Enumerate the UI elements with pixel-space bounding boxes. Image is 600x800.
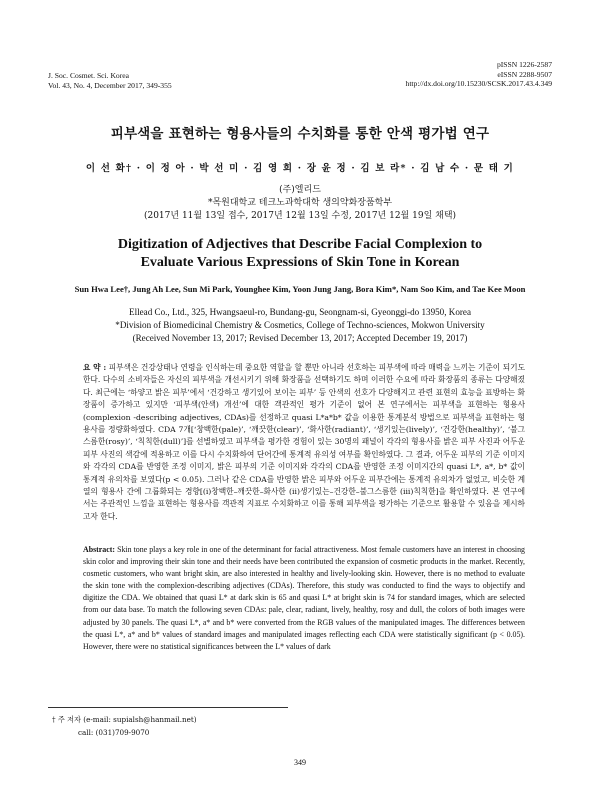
english-title-line-1: Digitization of Adjectives that Describe Facial Complexion to xyxy=(117,237,483,252)
english-received: (Received November 13, 2017; Revised December 13, 2017; Accepted December 19, 2017) xyxy=(132,333,468,343)
english-abstract-label: Abstract: xyxy=(83,545,115,554)
journal-volume: Vol. 43, No. 4, December 2017, 349-355 xyxy=(48,80,172,90)
journal-header-right xyxy=(406,60,552,89)
english-affiliation-1: Ellead Co., Ltd., 325, Hwangsaeul-ro, Bundang-gu, Seongnam-si, Gyeonggi-do 13950, Korea xyxy=(129,307,471,317)
korean-abstract-text: 피부색은 건강상태나 연령을 인식하는데 중요한 역할을 할 뿐만 아니라 선호하는 피부색에 따라 매력을 느끼는 기준이 되기도 한다. 다수의 소비자들은 자신의 피부색을 개선시키기 위해 화장품을 선택하기도 하며 이러한 수요에 따라 화장품의 종류는 다양해졌다. 최근에는 ‘하얗고 밝은 피부’에서 ‘건강하고 생기있어 보이는 피부’ 등 안색의 선호가 다양해지고 관련 표현의 효능을 표방하는 화장품이 증가하고 있지만 ‘피부색(안색) 개선’에 대한 객관적인 평가 기준이 없어 본 연구에서는 피부색을 표현하는 형용사(complexion -describing adjectives, CDAs)를 선정하고 quasi L*a*b* 값을 이용한 통계분석 방법으로 피부색을 표현하는 형용사를 정량화하였다. CDA 7개[‘창백한(pale)’, ‘깨끗한(clear)’, ‘화사한(radiant)’, ‘생기있는(lively)’, ‘건강한(healthy)’, ‘불그스름한(rosy)’, ‘칙칙한(dull)’]를 선별하였고 피부색을 평가한 경험이 있는 30명의 패널이 각각의 형용사를 밝은 피부 사진과 어두운 피부 사진의 색감에 적용하고 이를 다시 수치화하여 단어간에 통계적 유의성 여부를 확인하였다. 그 결과, 어두운 피부의 기준 이미지와 각각의 CDA를 반영한 조정 이미지, 밝은 피부의 기준 이미지와 각각의 CDA를 반영한 조정 이미지간의 quasi L*, a*, b* 값이 통계적 유의차를 보였다(p < 0.05). 그러나 같은 CDA를 반영한 밝은 피부와 어두운 피부간에는 통계적 유의차가 없었고, 비슷한 계열의 형용사 간에 그룹화되는 경향[(i)창백한–깨끗한–화사한 (ii)생기있는–건강한–불그스름한 (iii)칙칙한]을 확인하였다. 본 연구에서는 주관적인 느낌을 표현하는 형용사를 객관적 지표로 수치화하고 이를 통해 피부색을 평가하는 기준으로 활용할 수 있음을 제시하고자 한다. xyxy=(83,363,526,521)
english-abstract-text: Skin tone plays a key role in one of the determinant for facial attractiveness. Most female customers have an interest in choosing skin color and improving their skin tone and their needs have been contributed the expansion of cosmetic products in the market. Recently, cosmetic customers, who want bright skin, are also interested in healthy and lively-looking skin. However, there is no method to evaluate the skin tone with the complexion-describing adjectives (CDAs). Therefore, this study was conducted to find the ways to objectify and digitize the CDA. We obtained that quasi L* at dark skin is 65 and quasi L* at bright skin is 74 for standard images, which are selected from our data base. To match the following seven CDAs: pale, clear, radiant, lively, healthy, rosy and dull, the colors of both images were adjusted by 30 panels. The quasi L*, a* and b* were converted from the RGB values of the manipulated images. The differences between the quasi L*, a* and b* values of standard images and manipulated images reflecting each CDA were statistically significant (p < 0.05). However, there were no statistical significances between the L* values of dark xyxy=(83,545,525,651)
korean-abstract-label: 요 약 : xyxy=(83,363,107,372)
english-title xyxy=(0,236,600,272)
journal-name: J. Soc. Cosmet. Sci. Korea xyxy=(48,71,129,80)
korean-received: (2017년 11월 13일 접수, 2017년 12월 13일 수정, 2017년 12월 19일 채택) xyxy=(143,211,457,221)
journal-header-left xyxy=(48,71,172,90)
korean-abstract xyxy=(83,362,525,523)
english-affiliation-2: *Division of Biomedicinal Chemistry & Cosmetics, College of Techno-sciences, Mokwon University xyxy=(115,320,485,330)
footnote-phone: call: (031)709-9070 xyxy=(78,728,150,737)
pissn: pISSN 1226-2587 xyxy=(496,60,552,69)
korean-authors: 이 선 화† · 이 정 아 · 박 선 미 · 김 영 희 · 장 윤 정 · 김 보 라* · 김 남 수 · 문 태 기 xyxy=(85,163,515,174)
english-abstract xyxy=(83,544,525,653)
footnote xyxy=(52,713,197,739)
footnote-email: † 주 저자 (e-mail: supialsh@hanmail.net) xyxy=(52,715,197,724)
korean-affiliation-1: (주)엘리드 xyxy=(279,185,321,195)
english-authors: Sun Hwa Lee†, Jung Ah Lee, Sun Mi Park, Younghee Kim, Yoon Jung Jang, Bora Kim*, Nam Soo Kim, and Tae Kee Moon xyxy=(74,284,526,294)
eissn: eISSN 2288-9507 xyxy=(497,69,552,79)
korean-affiliation-2: *목원대학교 테크노과학대학 생의약화장품학부 xyxy=(207,198,393,208)
korean-title: 피부색을 표현하는 형용사들의 수치화를 통한 안색 평가법 연구 xyxy=(110,126,490,142)
doi-link[interactable]: http://dx.doi.org/10.15230/SCSK.2017.43.4.349 xyxy=(405,79,552,89)
english-title-line-2: Evaluate Various Expressions of Skin Tone in Korean xyxy=(140,255,460,270)
page-number: 349 xyxy=(294,758,306,767)
footnote-divider xyxy=(48,707,288,708)
